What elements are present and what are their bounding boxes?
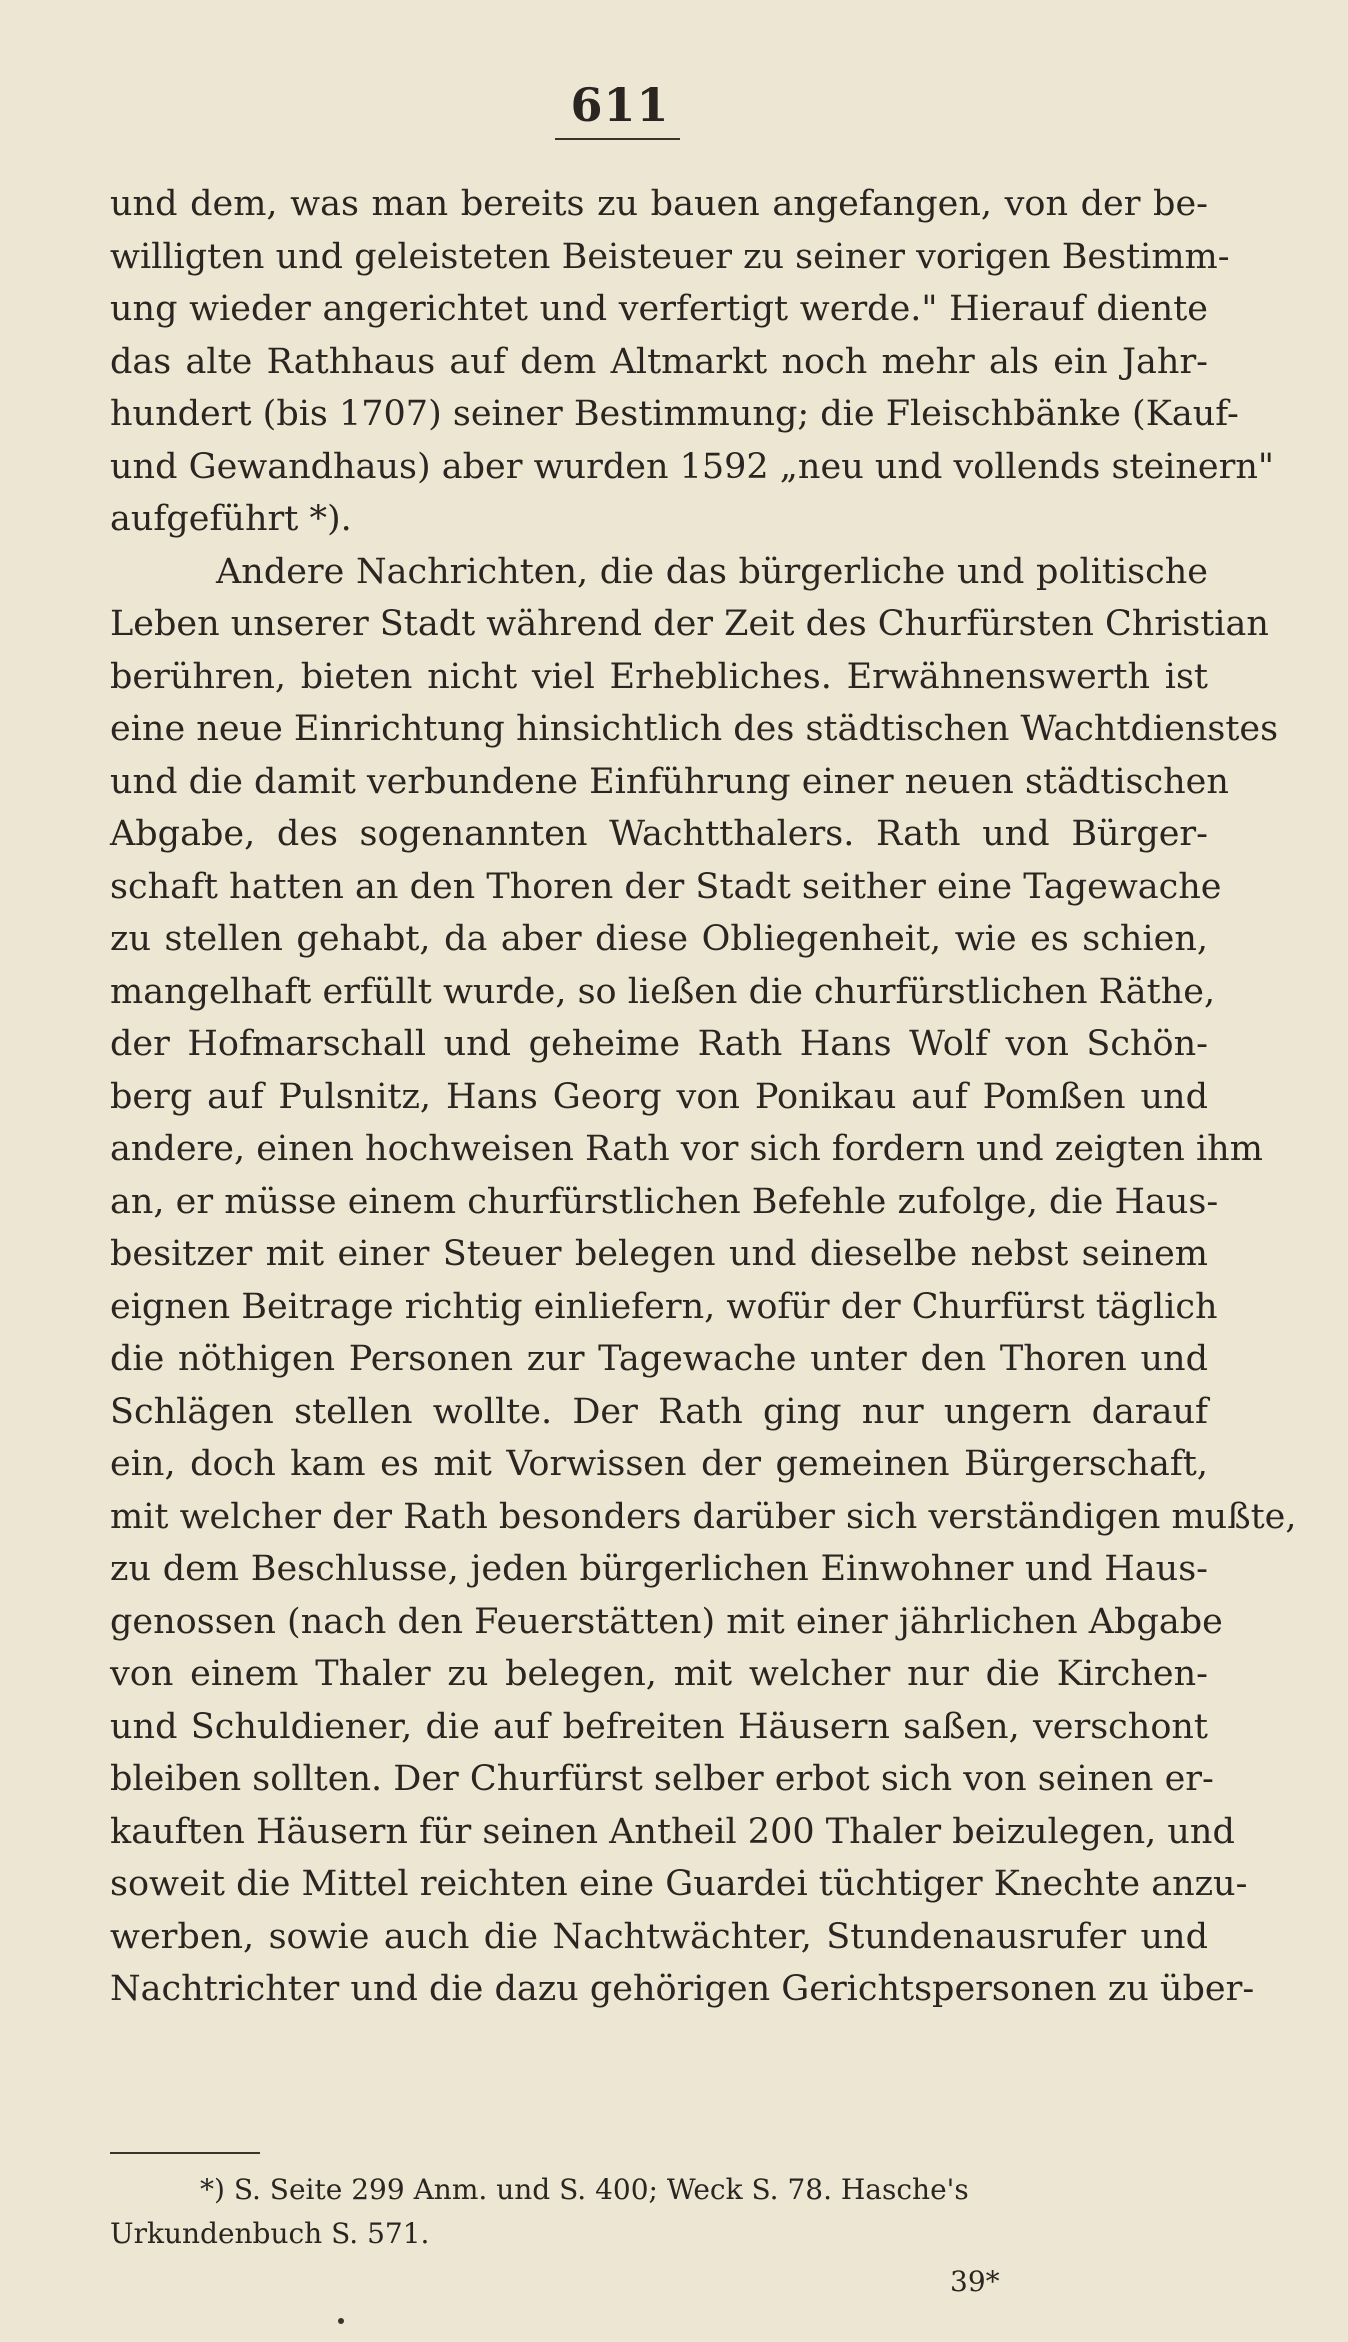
text-line: ung wieder angerichtet und verfertigt werde." Hierauf diente — [110, 289, 1208, 329]
text-line: andere, einen hochweisen Rath vor sich fordern und zeigten ihm — [110, 1129, 1263, 1169]
text-line: von einem Thaler zu belegen, mit welcher nur die Kirchen- — [110, 1654, 1208, 1694]
text-line: besitzer mit einer Steuer belegen und dieselbe nebst seinem — [110, 1234, 1208, 1274]
text-line: willigten und geleisteten Beisteuer zu seiner vorigen Bestimm- — [110, 236, 1230, 277]
text-line: Abgabe, des sogenannten Wachtthalers. Rath und Bürger- — [110, 814, 1208, 854]
page-number: 611 — [570, 78, 670, 132]
text-line: zu stellen gehabt, da aber diese Obliegenheit, wie es schien, — [110, 919, 1208, 959]
footnote — [110, 2168, 1208, 2256]
text-line: mangelhaft erfüllt wurde, so ließen die churfürstlichen Räthe, — [110, 971, 1216, 1012]
print-dot — [338, 2318, 344, 2324]
text-line: Nachtrichter und die dazu gehörigen Gerichtspersonen zu über- — [110, 1969, 1255, 2009]
text-line: Andere Nachrichten, die das bürgerliche und politische — [216, 551, 1208, 592]
text-line: und die damit verbundene Einführung einer neuen städtischen — [110, 761, 1229, 802]
signature-mark: 39* — [950, 2265, 1000, 2298]
text-line: berühren, bieten nicht viel Erhebliches. Erwähnenswerth ist — [110, 656, 1208, 697]
text-line: an, er müsse einem churfürstlichen Befehle zufolge, die Haus- — [110, 1181, 1219, 1222]
text-line: Leben unserer Stadt während der Zeit des Churfürsten Christian — [110, 604, 1269, 644]
footnote-rule — [110, 2152, 260, 2154]
text-line: die nöthigen Personen zur Tagewache unter den Thoren und — [110, 1339, 1208, 1379]
text-line: kauften Häusern für seinen Antheil 200 Thaler beizulegen, und — [110, 1811, 1235, 1852]
text-line: eignen Beitrage richtig einliefern, wofür der Churfürst täglich — [110, 1286, 1218, 1327]
text-line: und dem, was man bereits zu bauen angefangen, von der be- — [110, 184, 1208, 224]
text-line: mit welcher der Rath besonders darüber sich verständigen mußte, — [110, 1496, 1297, 1537]
text-line: der Hofmarschall und geheime Rath Hans Wolf von Schön- — [110, 1024, 1208, 1064]
text-line: und Gewandhaus) aber wurden 1592 „neu und vollends steinern" — [110, 446, 1275, 487]
text-line: Schlägen stellen wollte. Der Rath ging nur ungern darauf — [110, 1391, 1208, 1432]
footnote-line: *) S. Seite 299 Anm. und S. 400; Weck S. 78. Hasche's — [200, 2173, 969, 2206]
text-line: und Schuldiener, die auf befreiten Häusern saßen, verschont — [110, 1706, 1208, 1747]
text-line: hundert (bis 1707) seiner Bestimmung; die Fleischbänke (Kauf- — [110, 394, 1239, 434]
text-line: ein, doch kam es mit Vorwissen der gemeinen Bürgerschaft, — [110, 1444, 1208, 1484]
text-line: werben, sowie auch die Nachtwächter, Stundenausrufer und — [110, 1916, 1208, 1957]
text-line: bleiben sollten. Der Churfürst selber erbot sich von seinen er- — [110, 1759, 1214, 1799]
text-line: schaft hatten an den Thoren der Stadt seither eine Tagewache — [110, 866, 1222, 907]
text-line: berg auf Pulsnitz, Hans Georg von Ponikau auf Pomßen und — [110, 1076, 1208, 1117]
text-line: aufgeführt *). — [110, 499, 352, 539]
text-line: genossen (nach den Feuerstätten) mit einer jährlichen Abgabe — [110, 1601, 1223, 1642]
body-text — [110, 178, 1297, 2016]
text-line: zu dem Beschlusse, jeden bürgerlichen Einwohner und Haus- — [110, 1549, 1208, 1589]
text-line: soweit die Mittel reichten eine Guardei tüchtiger Knechte anzu- — [110, 1864, 1248, 1904]
text-line: eine neue Einrichtung hinsichtlich des städtischen Wachtdienstes — [110, 709, 1279, 749]
header-rule — [555, 138, 680, 140]
footnote-line: Urkundenbuch S. 571. — [110, 2217, 430, 2250]
text-line: das alte Rathhaus auf dem Altmarkt noch mehr als ein Jahr- — [110, 341, 1208, 382]
